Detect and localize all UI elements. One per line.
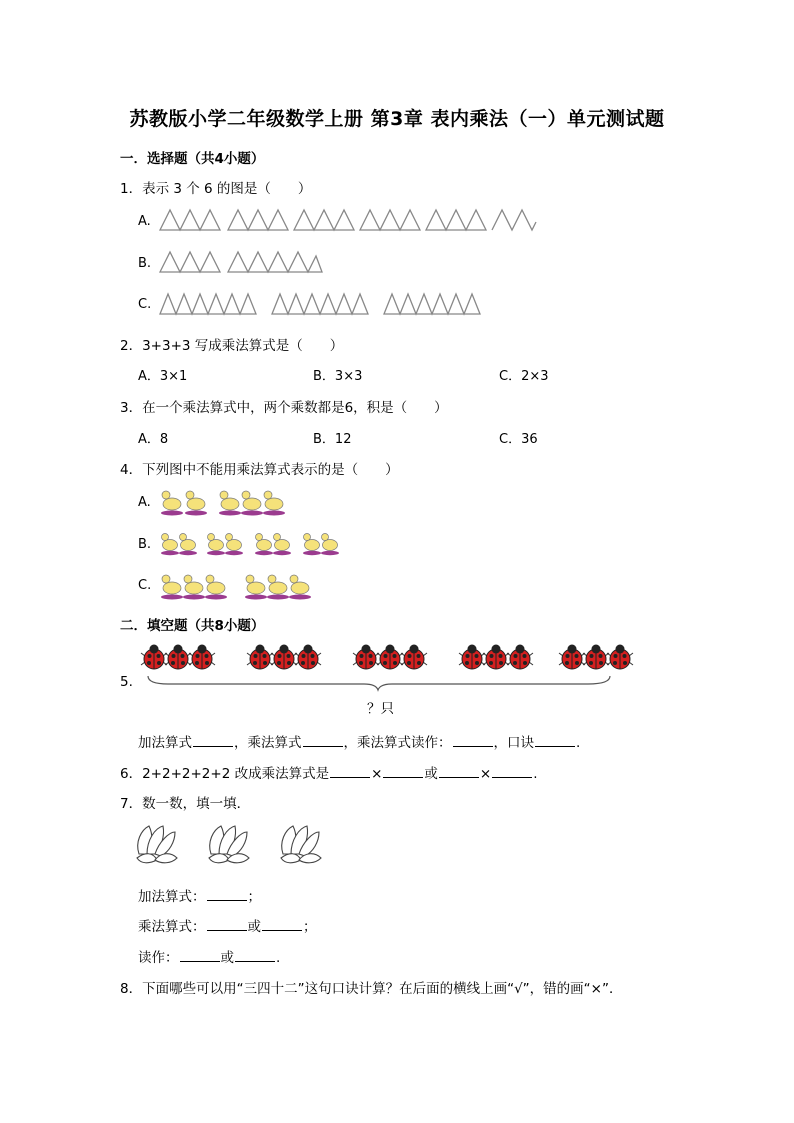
question-2: 2．3+3+3 写成乘法算式是（ ） — [120, 338, 344, 354]
q1-option-b-triangles — [158, 248, 328, 276]
q5-fill-line — [138, 731, 580, 751]
q7-blank-add[interactable] — [207, 888, 247, 901]
q7-read-end: . — [276, 950, 281, 966]
q6-times-1: × — [371, 766, 383, 782]
q2-option-b: B．3×3 — [313, 369, 363, 384]
q7-blank-mul-2[interactable] — [262, 918, 302, 931]
q1-option-b-label: B. — [138, 256, 152, 271]
q6-times-2: × — [479, 766, 492, 782]
q5-text-end: . — [576, 735, 581, 751]
q1-option-c-label: C. — [138, 297, 152, 312]
q7-flower-figure — [135, 822, 335, 864]
q5-text-rhyme: ，口诀 — [493, 735, 534, 751]
q3-option-c: C．36 — [499, 432, 538, 447]
q7-mul-line — [138, 915, 317, 935]
section-heading-fill: 二．填空题（共8小题） — [120, 618, 265, 634]
q4-option-b-ducks — [158, 528, 343, 558]
q7-add-end: ； — [247, 889, 261, 905]
question-7: 7．数一数，填一填． — [120, 796, 251, 812]
q6-end: . — [533, 766, 538, 782]
q7-read-line — [138, 946, 280, 966]
q4-option-a-ducks — [158, 486, 288, 518]
q6-or: 或 — [424, 766, 438, 782]
q7-mul-or: 或 — [247, 919, 261, 935]
q7-blank-mul-1[interactable] — [207, 918, 247, 931]
question-5-number: 5. — [120, 674, 133, 690]
q7-read-or: 或 — [220, 950, 234, 966]
q6-blank-2[interactable] — [383, 765, 423, 778]
q2-option-a: A．3×1 — [138, 369, 188, 384]
q4-option-c-label: C. — [138, 578, 152, 593]
question-1: 1．表示 3 个 6 的图是（ ） — [120, 181, 312, 197]
page-title: 苏教版小学二年级数学上册 第3章 表内乘法（一）单元测试题 — [129, 108, 665, 130]
q5-text-mul: ，乘法算式 — [234, 735, 302, 751]
q5-blank-read[interactable] — [453, 734, 493, 747]
q7-add-label: 加法算式： — [138, 889, 206, 905]
q1-option-c-triangles — [158, 290, 483, 318]
q1-option-a-triangles — [158, 206, 538, 234]
q5-blank-add[interactable] — [193, 734, 233, 747]
q7-mul-label: 乘法算式： — [138, 919, 206, 935]
q7-read-label: 读作： — [138, 950, 179, 966]
q7-blank-read-2[interactable] — [235, 949, 275, 962]
q6-blank-4[interactable] — [492, 765, 532, 778]
q5-text-add: 加法算式 — [138, 735, 192, 751]
q6-blank-3[interactable] — [439, 765, 479, 778]
q4-option-c-ducks — [158, 568, 318, 602]
q2-option-c: C．2×3 — [499, 369, 549, 384]
q4-option-a-label: A. — [138, 495, 151, 510]
question-8: 8．下面哪些可以用“三四十二”这句口诀计算？在后面的横线上画“√”，错的画“×”． — [120, 981, 623, 997]
question-6 — [120, 762, 538, 782]
q7-mul-end: ； — [303, 919, 317, 935]
q3-option-a: A．8 — [138, 432, 169, 447]
q5-ladybug-figure — [138, 640, 638, 692]
q5-blank-mul[interactable] — [303, 734, 343, 747]
q5-blank-rhyme[interactable] — [535, 734, 575, 747]
q4-option-b-label: B. — [138, 537, 152, 552]
question-3: 3．在一个乘法算式中，两个乘数都是6，积是（ ） — [120, 400, 448, 416]
q5-brace-label: ？只 — [367, 701, 394, 717]
question-4: 4．下列图中不能用乘法算式表示的是（ ） — [120, 462, 399, 478]
q1-option-a-label: A. — [138, 214, 151, 229]
q5-text-read: ，乘法算式读作： — [343, 735, 452, 751]
q3-option-b: B．12 — [313, 432, 352, 447]
section-heading-choice: 一．选择题（共4小题） — [120, 151, 265, 167]
q7-blank-read-1[interactable] — [180, 949, 220, 962]
q6-prefix: 6．2+2+2+2+2 改成乘法算式是 — [120, 766, 330, 782]
q6-blank-1[interactable] — [330, 765, 370, 778]
q7-add-line — [138, 885, 261, 905]
